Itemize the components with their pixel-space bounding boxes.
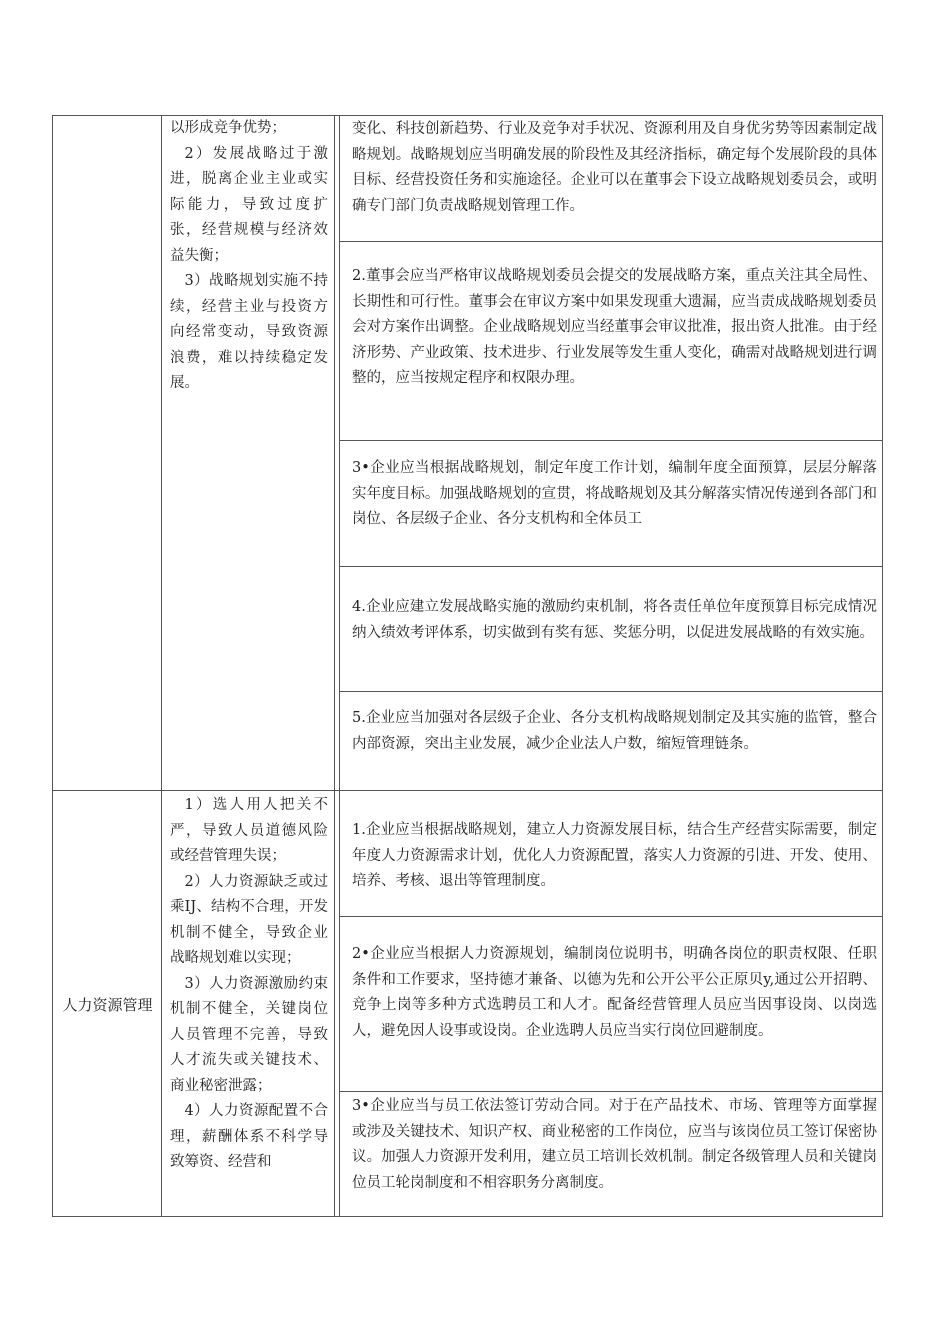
control-item: 1.企业应当根据战略规划，建立人力资源发展目标，结合生产经营实际需要，制定年度人力资源需求计划，优化人力资源配置，落实人力资源的引进、开发、使用、培养、考核、退出等管理制度。 (352, 822, 877, 889)
risk-item: 1）选人用人把关不严，导致人员道德风险或经营管理失误； (170, 797, 328, 864)
row-divider (340, 241, 882, 242)
control-item: 3•企业应当根据战略规划，制定年度工作计划，编制年度全面预算，层层分解落实年度目标。加强战略规划的宣贯，将战略规划及其分解落实情况传递到各部门和岗位、各层级子企业、各分支机构和全体员工 (352, 460, 877, 527)
control-item: 变化、科技创新趋势、行业及竞争对手状况、资源利用及自身优劣势等因素制定战略规划。战略规划应当明确发展的阶段性及其经济指标，确定每个发展阶段的具体目标、经营投资任务和实施途径。企业可以在董事会下设立战略规划委员会，或明确专门部门负责战略规划管理工作。 (352, 121, 877, 214)
risk-item: 2）人力资源缺乏或过乘IJ、结构不合理，开发机制不健全，导致企业战略规划难以实现； (170, 873, 328, 966)
row-divider (340, 1091, 882, 1092)
risk-item: 4）人力资源配置不合理，薪酬体系不科学导致筹资、经营和 (170, 1103, 328, 1170)
section-divider (53, 790, 882, 791)
risk-cell (162, 793, 334, 1176)
control-item: 2•企业应当根据人力资源规划，编制岗位说明书，明确各岗位的职责权限、任职条件和工作要求，坚持德才兼备、以德为先和公开公平公正原贝y,通过公开招聘、竞争上岗等多种方式选聘员工和人才。配备经营管理人员应当因事设岗、以岗选人，避免因人设事或设岗。企业选聘人员应当实行岗位回避制度。 (352, 946, 877, 1039)
row-divider (340, 566, 882, 567)
control-item: 4.企业应建立发展战略实施的激励约束机制，将各责任单位年度预算目标完成情况纳入绩效考评体系，切实做到有奖有惩、奖惩分明，以促进发展战略的有效实施。 (352, 599, 877, 641)
row-divider (340, 916, 882, 917)
row-divider (340, 691, 882, 692)
risk-item: 以形成竞争优势； (170, 120, 286, 136)
risk-cell (162, 116, 334, 397)
row-divider (340, 440, 882, 441)
module-label: 人力资源管理 (62, 995, 153, 1014)
col-divider-risk-left (334, 116, 335, 1216)
control-item: 3•企业应当与员工依法签订劳动合同。对于在产品技术、市场、管理等方面掌握或涉及关键技术、知识产权、商业秘密的工作岗位，应当与该岗位员工签订保密协议。加强人力资源开发利用，建立员工培训长效机制。制定各级管理人员和关键岗位员工轮岗制度和不相容职务分离制度。 (352, 1098, 877, 1191)
risk-item: 3）人力资源激励约束机制不健全，关键岗位人员管理不完善，导致人才流失或关键技术、商业秘密泄露； (170, 975, 328, 1094)
module-cell (53, 791, 162, 1218)
risk-item: 2）发展战略过于激进，脱离企业主业或实际能力，导致过度扩张，经营规模与经济效益失衡； (170, 145, 328, 264)
control-table (52, 115, 883, 1217)
module-cell (53, 116, 162, 790)
risk-item: 3）战略规划实施不持续，经营主业与投资方向经常变动，导致资源浪费，难以持续稳定发展。 (170, 273, 328, 391)
control-item: 5.企业应当加强对各层级子企业、各分支机构战略规划制定及其实施的监管，整合内部资源，突出主业发展，减少企业法人户数，缩短管理链条。 (352, 710, 877, 752)
control-item: 2.董事会应当严格审议战略规划委员会提交的发展战略方案，重点关注其全局性、长期性和可行性。董事会在审议方案中如果发现重大遗漏，应当责成战略规划委员会对方案作出调整。企业战略规划应当经董事会审议批准，报出资人批准。由于经济形势、产业政策、技术进步、行业发展等发生重人变化，确需对战略规划进行调整的，应当按规定程序和权限办理。 (352, 268, 877, 386)
